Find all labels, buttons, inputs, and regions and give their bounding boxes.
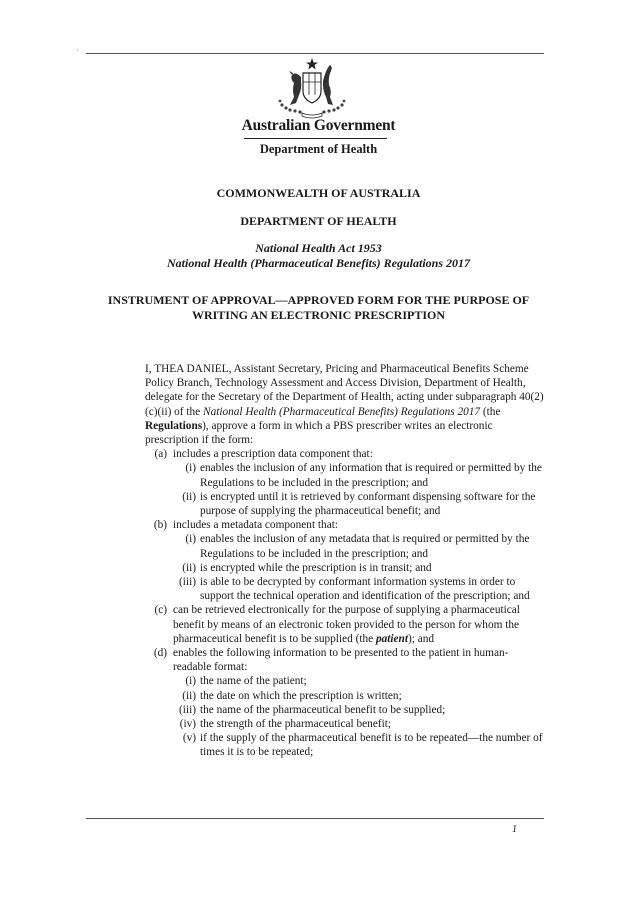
scan-mark: ·: [76, 46, 79, 55]
header-rule: [244, 138, 387, 139]
page-number: 1: [512, 824, 517, 835]
list-item-b-ii: (ii) is encrypted while the prescription is in transit; and: [182, 561, 432, 574]
list-item-c: (c) can be retrieved electronically for the purpose of supplying a pharmaceutical benefit by means of an electronic token provided to the person for whom the pharmaceutical benefit is to be supplied (the patient); and: [154, 604, 520, 645]
government-name: Australian Government: [241, 117, 396, 134]
act-title: National Health Act 1953: [255, 241, 382, 255]
list-item-d-iv: (iv) the strength of the pharmaceutical benefit;: [179, 718, 392, 731]
list-item-d-v: (v) if the supply of the pharmaceutical benefit is to be repeated—the number of times it is to be repeated;: [182, 732, 543, 759]
list-item-b-i: (i) enables the inclusion of any metadata that is required or permitted by the Regulations to be included in the prescription; and: [185, 533, 530, 560]
department-heading: DEPARTMENT OF HEALTH: [240, 214, 397, 228]
list-item-a-ii: (ii) is encrypted until it is retrieved by conformant dispensing software for the purpose of supplying the pharmaceutical benefit; and: [182, 490, 536, 518]
coat-of-arms-icon: [272, 57, 352, 119]
intro-paragraph: I, THEA DANIEL, Assistant Secretary, Pricing and Pharmaceutical Benefits Scheme Policy Branch, Technology Assessment and Access Division, Department of Health, delegate for the Secretary of the Department of Health, acting under subparagraph 40(2)(c)(ii) of the National Health (Pharmaceutical Benefits) Regulations 2017 (the Regulations), approve a form in which a PBS prescriber writes an electronic prescription if the form:: [145, 363, 544, 447]
commonwealth-heading: COMMONWEALTH OF AUSTRALIA: [216, 186, 421, 200]
instrument-title: INSTRUMENT OF APPROVAL—APPROVED FORM FOR THE PURPOSE OF WRITING AN ELECTRONIC PRESCRIPTION: [107, 293, 530, 322]
list-item-d-ii: (ii) the date on which the prescription is written;: [182, 689, 402, 702]
regulations-title: National Health (Pharmaceutical Benefits) Regulations 2017: [166, 256, 470, 270]
list-item-a: (a) includes a prescription data component that:: [154, 448, 373, 461]
document-body: [145, 362, 545, 760]
top-rule: [86, 53, 544, 54]
list-item-a-i: (i) enables the inclusion of any information that is required or permitted by the Regulations to be included in the prescription; and: [185, 462, 542, 489]
list-item-b: (b) includes a metadata component that:: [153, 519, 339, 532]
list-item-b-iii: (iii) is able to be decrypted by conformant information systems in order to support the technical operation and identification of the prescription; and: [179, 576, 530, 603]
list-item-d: (d) enables the following information to be presented to the patient in human-readable format:: [153, 647, 509, 674]
bottom-rule: [86, 818, 544, 819]
list-item-d-iii: (iii) the name of the pharmaceutical benefit to be supplied;: [179, 703, 446, 716]
list-item-d-i: (i) the name of the patient;: [185, 675, 307, 688]
department-name: Department of Health: [259, 142, 378, 156]
